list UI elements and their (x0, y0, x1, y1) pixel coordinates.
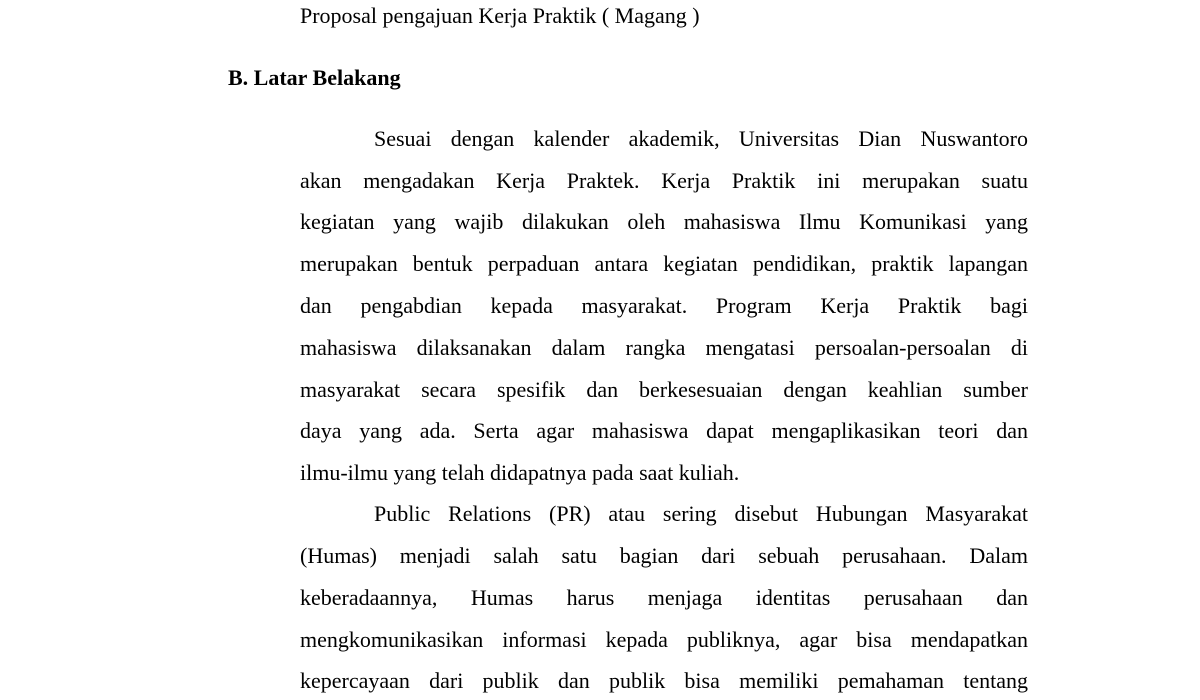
paragraph-2-line-5: kepercayaan dari publik dan publik bisa memiliki pemahaman tentang (300, 668, 1028, 693)
paragraph-1-line-5: dan pengabdian kepada masyarakat. Program Kerja Praktik bagi (300, 293, 1028, 318)
paragraph-1-line-6: mahasiswa dilaksanakan dalam rangka mengatasi persoalan-persoalan di (300, 335, 1028, 360)
paragraph-2-line-2: (Humas) menjadi salah satu bagian dari sebuah perusahaan. Dalam (300, 543, 1028, 568)
paragraph-2-line-3: keberadaannya, Humas harus menjaga identitas perusahaan dan (300, 585, 1028, 610)
paragraph-1-line-4: merupakan bentuk perpaduan antara kegiatan pendidikan, praktik lapangan (300, 251, 1028, 276)
paragraph-1-line-9: ilmu-ilmu yang telah didapatnya pada saat kuliah. (300, 460, 740, 485)
document-top-line: Proposal pengajuan Kerja Praktik ( Magang ) (300, 3, 700, 28)
section-heading: B. Latar Belakang (228, 65, 401, 90)
paragraph-1-line-7: masyarakat secara spesifik dan berkesesuaian dengan keahlian sumber (300, 377, 1028, 402)
paragraph-2-line-4: mengkomunikasikan informasi kepada publiknya, agar bisa mendapatkan (300, 627, 1028, 652)
paragraph-1-line-3: kegiatan yang wajib dilakukan oleh mahasiswa Ilmu Komunikasi yang (300, 209, 1028, 234)
paragraph-1-line-1: Sesuai dengan kalender akademik, Universitas Dian Nuswantoro (374, 126, 1028, 151)
paragraph-1-line-8: daya yang ada. Serta agar mahasiswa dapat mengaplikasikan teori dan (300, 418, 1028, 443)
paragraph-1-line-2: akan mengadakan Kerja Praktek. Kerja Praktik ini merupakan suatu (300, 168, 1028, 193)
paragraph-2-line-1: Public Relations (PR) atau sering disebut Hubungan Masyarakat (374, 501, 1028, 526)
